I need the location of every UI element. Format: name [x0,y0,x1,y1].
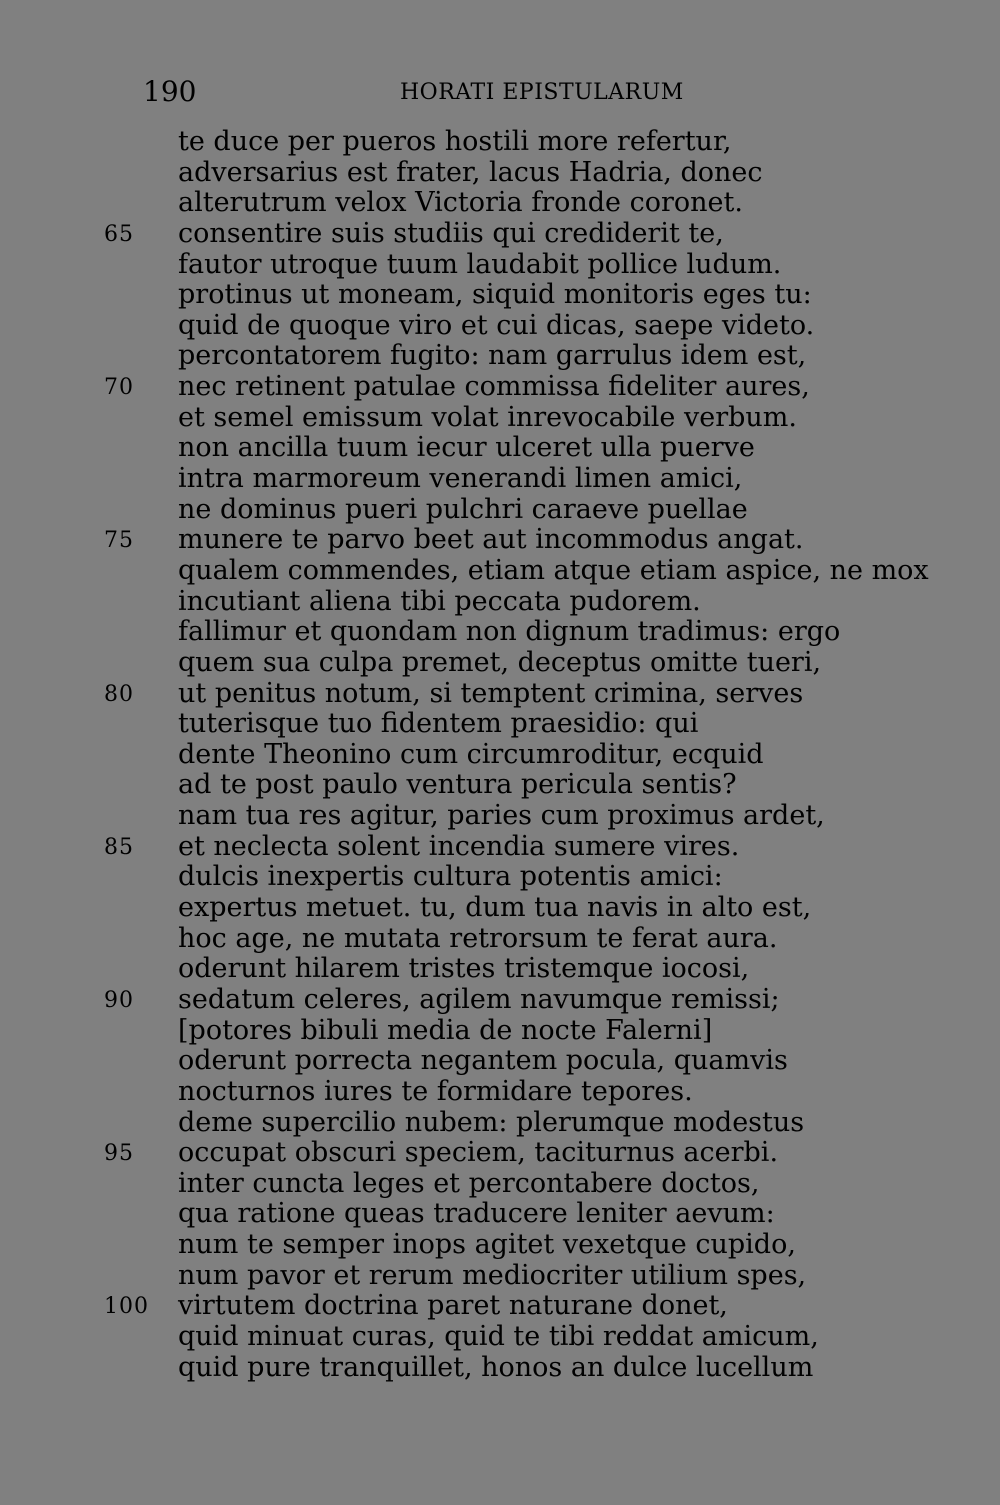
line-text: et neclecta solent incendia sumere vires. [178,830,740,862]
page-number: 190 [143,75,197,108]
verse-line [0,341,1000,372]
verse-line [0,311,1000,342]
line-text: fautor utroque tuum laudabit pollice ludum. [178,248,782,280]
line-text: qua ratione queas traducere leniter aevum: [178,1198,775,1230]
verse-line [0,158,1000,189]
verse-line [0,1077,1000,1108]
line-text: ne dominus pueri pulchri caraeve puellae [178,493,748,525]
line-text: qualem commendes, etiam atque etiam aspice, ne mox [178,554,929,586]
verse-line [0,862,1000,893]
verse-line [0,1016,1000,1047]
verse-line [0,127,1000,158]
verse-line [0,250,1000,281]
page-header [0,72,1000,112]
verse-line [0,1108,1000,1139]
line-text: occupat obscuri speciem, taciturnus acerbi. [178,1137,779,1169]
verse-line [0,832,1000,863]
line-text: deme supercilio nubem: plerumque modestus [178,1106,805,1138]
verse-line [0,1230,1000,1261]
line-text: [potores bibuli media de nocte Falerni] [178,1014,713,1046]
line-text: sedatum celeres, agilem navumque remissi; [178,983,780,1015]
line-text: incutiant aliena tibi peccata pudorem. [178,585,701,617]
line-text: inter cuncta leges et percontabere doctos, [178,1167,760,1199]
line-text: quid pure tranquillet, honos an dulce lucellum [178,1351,814,1383]
line-text: fallimur et quondam non dignum tradimus: ergo [178,616,841,648]
verse-line [0,556,1000,587]
verse-block [0,127,1000,1383]
running-head: HORATI EPISTULARUM [400,80,684,105]
line-text: quid minuat curas, quid te tibi reddat amicum, [178,1320,819,1352]
verse-line [0,403,1000,434]
line-text: alterutrum velox Victoria fronde coronet. [178,187,743,219]
line-number: 75 [104,528,134,554]
verse-line [0,433,1000,464]
verse-line [0,587,1000,618]
verse-line [0,893,1000,924]
line-text: nocturnos iures te formidare tepores. [178,1075,693,1107]
verse-line [0,188,1000,219]
line-text: num te semper inops agitet vexetque cupido, [178,1229,796,1261]
verse-line [0,464,1000,495]
verse-line [0,617,1000,648]
verse-line [0,770,1000,801]
verse-line [0,1199,1000,1230]
line-text: quem sua culpa premet, deceptus omitte tueri, [178,646,822,678]
line-text: virtutem doctrina paret naturane donet, [178,1290,728,1322]
line-number: 100 [104,1294,149,1320]
verse-line [0,219,1000,250]
line-text: dente Theonino cum circumroditur, ecquid [178,738,764,770]
verse-line [0,1138,1000,1169]
verse-line [0,709,1000,740]
line-text: et semel emissum volat inrevocabile verbum. [178,401,797,433]
verse-line [0,954,1000,985]
verse-line [0,525,1000,556]
line-number: 80 [104,681,134,707]
verse-line [0,495,1000,526]
line-text: expertus metuet. tu, dum tua navis in alto est, [178,892,812,924]
line-text: num pavor et rerum mediocriter utilium spes, [178,1259,807,1291]
verse-line [0,648,1000,679]
verse-line [0,1261,1000,1292]
verse-line [0,1322,1000,1353]
verse-line [0,679,1000,710]
line-text: nam tua res agitur, paries cum proximus ardet, [178,800,825,832]
line-text: adversarius est frater, lacus Hadria, donec [178,156,763,188]
line-number: 90 [104,987,134,1013]
verse-line [0,1169,1000,1200]
line-number: 65 [104,221,134,247]
verse-line [0,985,1000,1016]
line-text: non ancilla tuum iecur ulceret ulla puerve [178,432,755,464]
line-text: munere te parvo beet aut incommodus angat. [178,524,804,556]
line-text: oderunt porrecta negantem pocula, quamvis [178,1045,788,1077]
line-text: ad te post paulo ventura pericula sentis? [178,769,737,801]
verse-line [0,1046,1000,1077]
line-number: 70 [104,375,134,401]
verse-line [0,280,1000,311]
line-text: intra marmoreum venerandi limen amici, [178,463,743,495]
line-text: nec retinent patulae commissa fideliter aures, [178,371,810,403]
line-text: ut penitus notum, si temptent crimina, serves [178,677,804,709]
verse-line [0,740,1000,771]
verse-line [0,372,1000,403]
line-number: 95 [104,1141,134,1167]
line-number: 85 [104,834,134,860]
line-text: consentire suis studiis qui crediderit te, [178,217,724,249]
line-text: dulcis inexpertis cultura potentis amici: [178,861,723,893]
verse-line [0,924,1000,955]
line-text: quid de quoque viro et cui dicas, saepe videto. [178,309,815,341]
verse-line [0,1291,1000,1322]
line-text: percontatorem fugito: nam garrulus idem est, [178,340,807,372]
line-text: oderunt hilarem tristes tristemque iocosi, [178,953,750,985]
line-text: hoc age, ne mutata retrorsum te ferat aura. [178,922,778,954]
line-text: tuterisque tuo fidentem praesidio: qui [178,708,699,740]
verse-line [0,1353,1000,1384]
line-text: te duce per pueros hostili more refertur, [178,126,732,157]
line-text: protinus ut moneam, siquid monitoris eges tu: [178,279,812,311]
verse-line [0,801,1000,832]
